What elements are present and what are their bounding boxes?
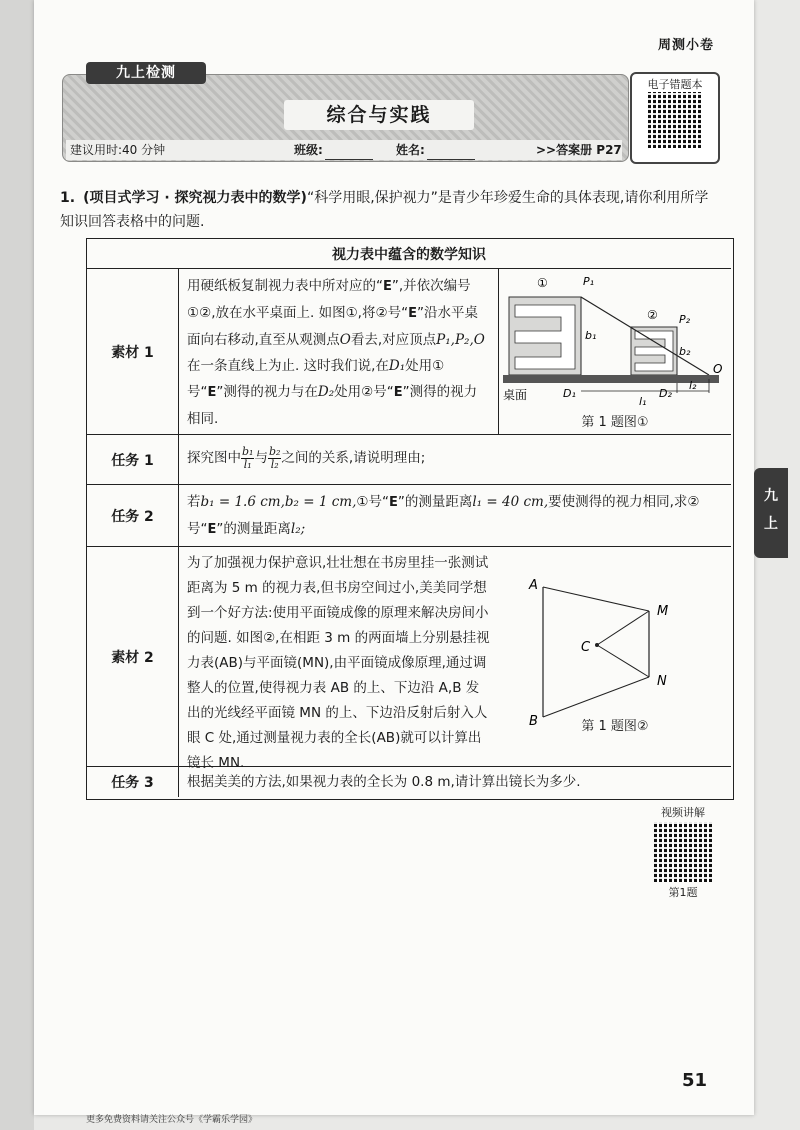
- figure-1-cell: [499, 269, 731, 435]
- table-header: 视力表中蕴含的数学知识: [87, 239, 731, 269]
- label-p1: P₁: [583, 275, 595, 288]
- label-l1: l₁: [639, 395, 647, 408]
- label-m: M: [657, 604, 669, 619]
- grade-side-tab: [754, 468, 788, 558]
- answer-ref: >>答案册 P27: [536, 143, 622, 157]
- e-shape-1: [515, 305, 575, 369]
- error-book-qr[interactable]: [630, 72, 720, 164]
- row-label-task-1: 任务 1: [87, 435, 179, 485]
- class-field: 班级:: [294, 140, 373, 160]
- figure-2-cell: [499, 547, 731, 767]
- row-label-task-3: 任务 3: [87, 767, 179, 797]
- ray-bn: [543, 677, 649, 717]
- figure-1-diagram: [499, 269, 731, 409]
- eye-point-c: [595, 643, 599, 647]
- label-b2: b₂: [679, 345, 691, 358]
- row-label-material-2: 素材 2: [87, 547, 179, 767]
- footer-note: 更多免费资料请关注公众号《学霸乐学园》: [86, 1115, 258, 1125]
- label-o: O: [713, 362, 723, 376]
- ray-mc: [597, 611, 649, 645]
- page-title: 综合与实践: [284, 100, 474, 130]
- label-d1: D₁: [563, 387, 576, 400]
- suggested-time: 建议用时:40 分钟: [70, 143, 166, 157]
- material-2-text: 为了加强视力保护意识,壮壮想在书房里挂一张测试距离为 5 m 的视力表,但书房空间过小,美美同学想到一个好方法:使用平面镜成像的原理来解决房间小的问题. 如图②,在相距 3 m 的两面墙上分别悬挂视力表(AB)与平面镜(MN),由平面镜成像原理,通过调整人的位置,使得视力表 AB 的上、下边沿 A,B 发出的光线经平面镜 MN 的上、下边沿反射后射入人眼 C 处,通过测量视力表的全长(AB)就可以计算出镜长 MN.: [179, 547, 499, 767]
- figure-2-diagram: [499, 567, 731, 737]
- name-field: 姓名:: [396, 140, 475, 160]
- label-b: B: [529, 714, 538, 729]
- page-edge: [0, 0, 34, 1130]
- ray-nc: [597, 645, 649, 677]
- page: [34, 0, 778, 1125]
- qr-code-icon: [648, 92, 702, 148]
- task-2-text: 若b₁ = 1.6 cm,b₂ = 1 cm,①号“E”的测量距离l₁ = 40 cm,要使测得的视力相同,求②号“E”的测量距离l₂;: [179, 485, 731, 547]
- question-text: “科学用眼,保护视力”是青少年珍爱生命的具体表现,请你利用所学知识回答表格中的问题.: [60, 190, 709, 230]
- header-tag: 九上检测: [86, 62, 206, 84]
- task-1-text: 探究图中 $\frac{\text{b₁}}{\text{l₁}}$与 $\frac{\text{b₂}}{\text{l₂}}$之间的关系,请说明理由;: [179, 435, 731, 485]
- info-table: [86, 238, 734, 800]
- label-a: A: [529, 578, 538, 593]
- figure-1-caption: 第 1 题图①: [581, 415, 649, 430]
- header-info: [66, 140, 622, 160]
- label-circled-2: ②: [647, 308, 658, 322]
- row-label-task-2: 任务 2: [87, 485, 179, 547]
- question-number: 1.: [60, 190, 76, 206]
- row-label-material-1: 素材 1: [87, 269, 179, 435]
- question-tag: (项目式学习 · 探究视力表中的数学): [83, 190, 307, 206]
- video-qr-icon: [654, 822, 712, 882]
- label-circled-1: ①: [537, 276, 548, 290]
- series-label: 周测小卷: [658, 38, 715, 53]
- label-n: N: [657, 674, 667, 689]
- label-b1: b₁: [585, 329, 597, 342]
- e-shape-2: [635, 331, 673, 371]
- ray-am: [543, 587, 649, 611]
- page-number: 51: [682, 1070, 708, 1091]
- label-l2: l₂: [689, 379, 697, 392]
- side-tab-char-1: 九: [764, 488, 778, 504]
- material-1-text: 用硬纸板复制视力表中所对应的“E”,并依次编号①②,放在水平桌面上. 如图①,将②号“E”沿水平桌面向右移动,直至从观测点O看去,对应顶点P₁,P₂,O在一条直线上为止. 这时我们说,在D₁处用①号“E”测得的视力与在D₂处用②号“E”测得的视力相同.: [179, 269, 499, 435]
- label-d2: D₂: [659, 387, 672, 400]
- qr-label: 电子错题本: [647, 78, 703, 91]
- label-desk: 桌面: [503, 388, 528, 402]
- desk-bar: [503, 375, 719, 383]
- figure-2-caption: 第 1 题图②: [581, 719, 649, 734]
- question-1: [60, 186, 720, 234]
- task-3-text: 根据美美的方法,如果视力表的全长为 0.8 m,请计算出镜长为多少.: [187, 774, 581, 790]
- video-sub-label: 第1题: [668, 886, 698, 899]
- side-tab-char-2: 上: [764, 516, 778, 532]
- video-label: 视频讲解: [661, 806, 705, 819]
- label-c: C: [581, 640, 591, 655]
- label-p2: P₂: [679, 313, 691, 326]
- video-explanation[interactable]: [646, 804, 720, 900]
